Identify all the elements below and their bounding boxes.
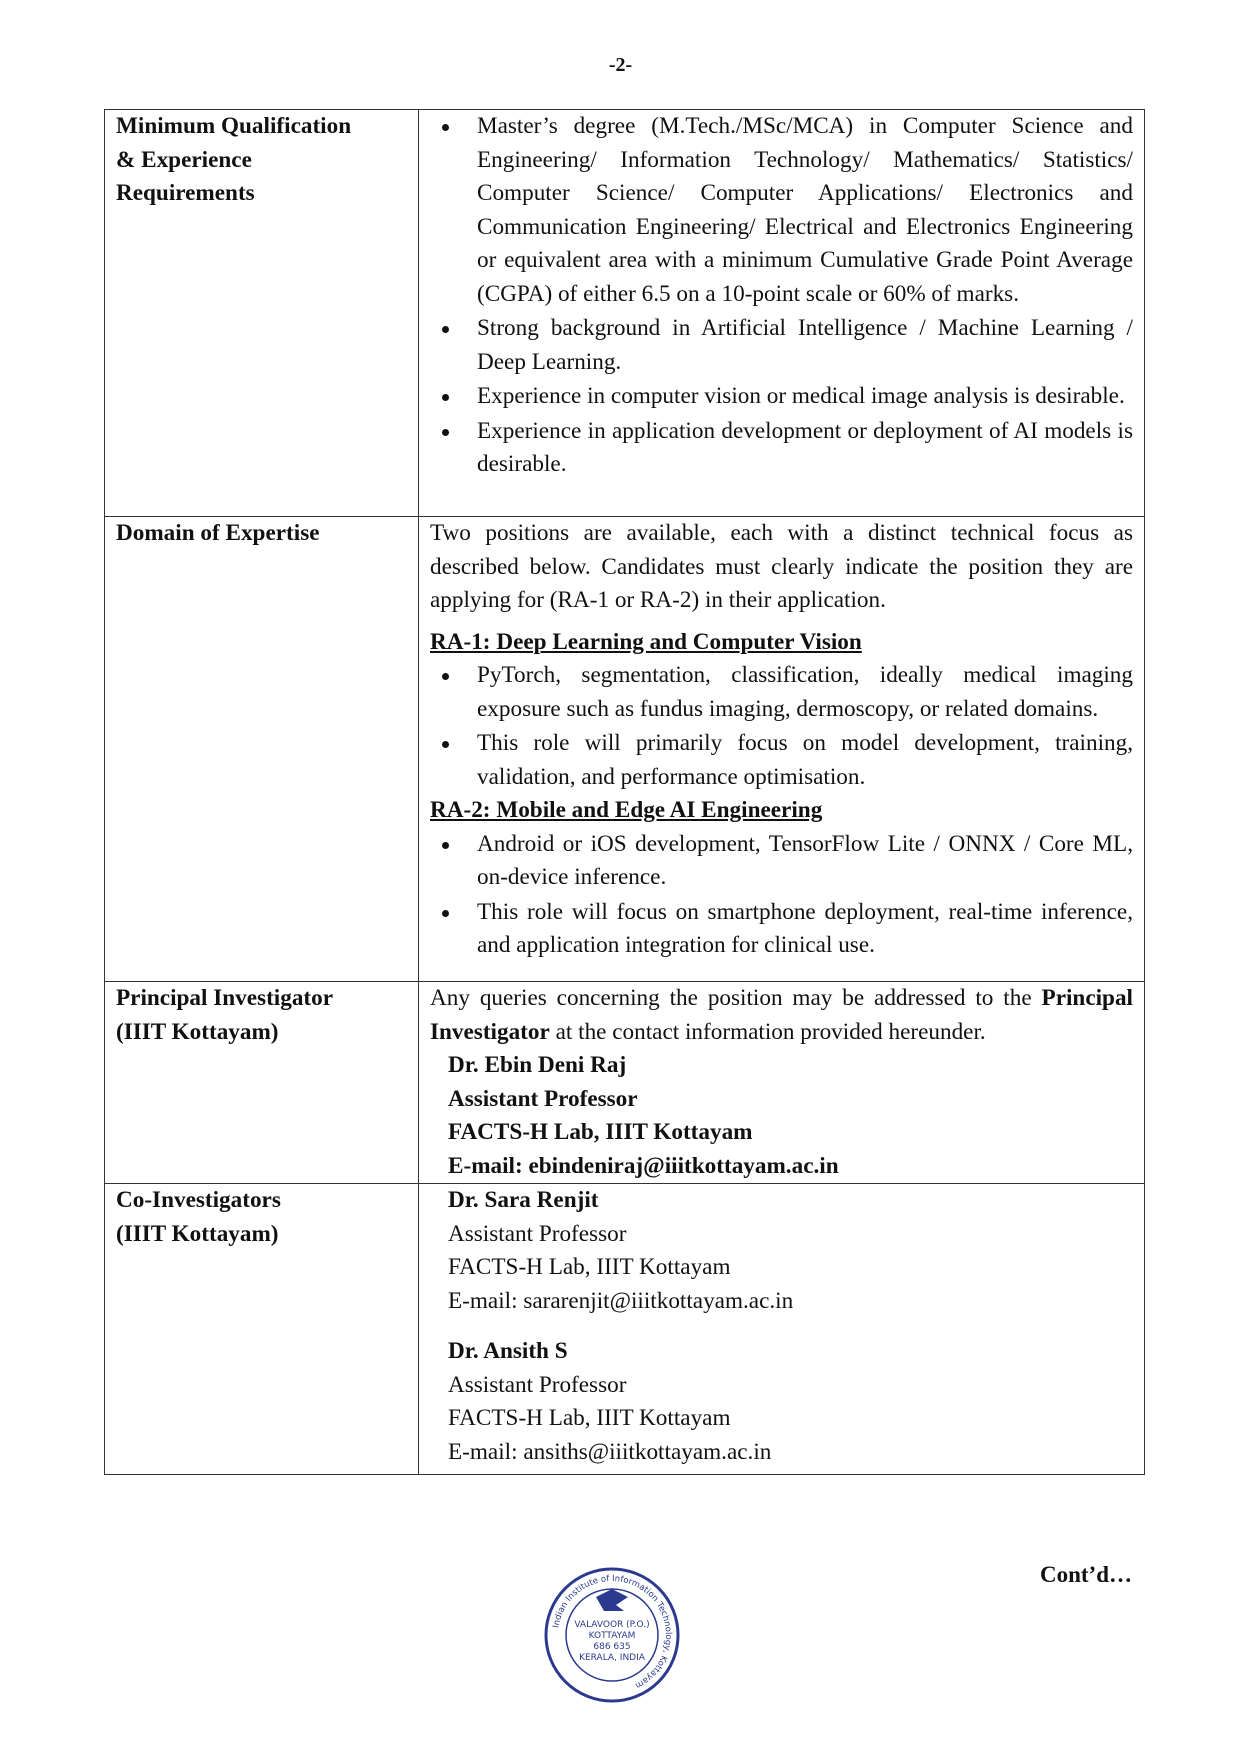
list-item: Experience in computer vision or medical image analysis is desirable.: [430, 380, 1133, 414]
list-item: Master’s degree (M.Tech./MSc/MCA) in Computer Science and Engineering/ Information Technology/ Mathematics/ Statistics/ Computer Science/ Computer Applications/ Electronics and Communication Engineering/ Electrical and Electronics Engineering or equivalent area with a minimum Cumulative Grade Point Average (CGPA) of either 6.5 on a 10-point scale or 60% of marks.: [430, 110, 1133, 311]
bullet-icon: [442, 741, 449, 748]
domain-row: [105, 517, 1145, 982]
page-number: -2-: [608, 54, 633, 76]
seal-line: KERALA, INDIA: [579, 1653, 645, 1663]
label-line: (IIIT Kottayam): [116, 1018, 279, 1045]
coi-contact-2: [430, 1335, 1133, 1469]
coi-lab: FACTS-H Lab, IIIT Kottayam: [448, 1405, 731, 1431]
bullet-icon: [442, 124, 449, 131]
list-item: This role will primarily focus on model development, training, validation, and performance optimisation.: [430, 727, 1133, 794]
coi-name: Dr. Sara Renjit: [448, 1187, 599, 1213]
seal-line: VALAVOOR (P.O.): [574, 1620, 650, 1630]
pi-row: [105, 982, 1145, 1184]
seal-line: KOTTAYAM: [588, 1631, 636, 1641]
label-line: Minimum Qualification: [116, 113, 352, 139]
domain-content: [419, 517, 1145, 982]
institute-seal-icon: [542, 1565, 682, 1705]
details-table: [104, 109, 1145, 1475]
coi-lab: FACTS-H Lab, IIIT Kottayam: [448, 1254, 731, 1280]
seal-outer-text: Indian Institute of Information Technology, Kottayam: [551, 1573, 674, 1691]
bullet-icon: [442, 326, 449, 333]
pi-email: E-mail: ebindeniraj@iiitkottayam.ac.in: [448, 1152, 839, 1179]
label-line: Co-Investigators: [116, 1187, 281, 1213]
pi-label: [105, 982, 419, 1184]
pi-contact: [430, 1049, 1133, 1183]
qualification-row: [105, 110, 1145, 517]
qualification-content: [419, 110, 1145, 517]
bullet-icon: [442, 429, 449, 436]
label-line: Domain of Expertise: [116, 520, 320, 546]
coi-designation: Assistant Professor: [448, 1220, 627, 1247]
label-line: & Experience: [116, 146, 252, 173]
label-line: (IIIT Kottayam): [116, 1220, 279, 1247]
bullet-icon: [442, 673, 449, 680]
coi-email: E-mail: sararenjit@iiitkottayam.ac.in: [448, 1287, 794, 1314]
coi-row: [105, 1184, 1145, 1475]
ra1-heading: RA-1: Deep Learning and Computer Vision: [430, 628, 862, 655]
list-item: Experience in application development or deployment of AI models is desirable.: [430, 415, 1133, 482]
coi-name: Dr. Ansith S: [448, 1338, 568, 1364]
continued-note: Cont’d…: [1040, 1562, 1133, 1587]
pi-designation: Assistant Professor: [448, 1085, 638, 1112]
list-item: Strong background in Artificial Intelligence / Machine Learning / Deep Learning.: [430, 312, 1133, 379]
list-item: This role will focus on smartphone deployment, real-time inference, and application integration for clinical use.: [430, 896, 1133, 963]
bullet-icon: [442, 842, 449, 849]
bullet-icon: [442, 394, 449, 401]
pi-intro: Any queries concerning the position may be addressed to the Principal Investigator at the contact information provided hereunder.: [430, 985, 1133, 1045]
domain-label: [105, 517, 419, 982]
domain-intro: Two positions are available, each with a distinct technical focus as described below. Candidates must clearly indicate the position they are applying for (RA-1 or RA-2) in their application.: [430, 520, 1133, 613]
qualification-label: [105, 110, 419, 517]
pi-content: [419, 982, 1145, 1184]
coi-email: E-mail: ansiths@iiitkottayam.ac.in: [448, 1438, 772, 1465]
coi-content: [419, 1184, 1145, 1475]
coi-contact-1: [430, 1184, 1133, 1318]
pi-name: Dr. Ebin Deni Raj: [448, 1052, 627, 1078]
seal-line: 686 635: [593, 1642, 631, 1652]
list-item: PyTorch, segmentation, classification, ideally medical imaging exposure such as fundus imaging, dermoscopy, or related domains.: [430, 659, 1133, 726]
list-item: Android or iOS development, TensorFlow Lite / ONNX / Core ML, on-device inference.: [430, 828, 1133, 895]
label-line: Requirements: [116, 180, 255, 206]
coi-label: [105, 1184, 419, 1475]
bullet-icon: [442, 910, 449, 917]
label-line: Principal Investigator: [116, 985, 334, 1011]
pi-lab: FACTS-H Lab, IIIT Kottayam: [448, 1119, 753, 1145]
ra2-heading: RA-2: Mobile and Edge AI Engineering: [430, 797, 823, 823]
coi-designation: Assistant Professor: [448, 1371, 627, 1398]
